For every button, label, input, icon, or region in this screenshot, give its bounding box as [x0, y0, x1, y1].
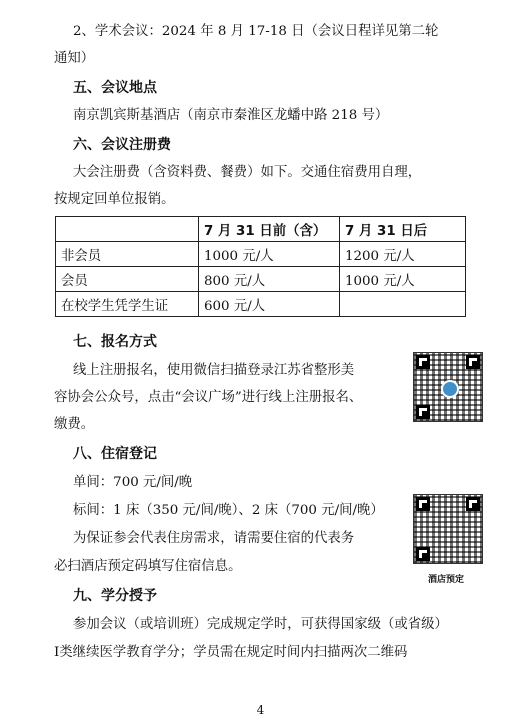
section-heading-registration: 七、报名方式	[73, 334, 157, 350]
table-cell: 1000 元/人	[199, 242, 340, 267]
venue-text: 南京凯宾斯基酒店（南京市秦淮区龙蟠中路 218 号）	[73, 108, 389, 123]
single-room-price: 单间：700 元/间/晚	[73, 475, 193, 490]
credits-text-line-2: Ⅰ类继续医学教育学分；学员需在规定时间内扫描两次二维码	[54, 645, 408, 660]
section-heading-accommodation: 八、住宿登记	[73, 446, 157, 462]
fee-text-line-2: 按规定回单位报销。	[54, 192, 175, 207]
meeting-date-line: 2、学术会议：2024 年 8 月 17-18 日（会议日程详见第二轮	[73, 24, 439, 39]
twin-room-price: 标间：1 床（350 元/间/晚）、2 床（700 元/间/晚）	[73, 503, 384, 518]
qr-logo-icon	[441, 380, 459, 398]
fee-text-line-1: 大会注册费（含资料费、餐费）如下。交通住宿费用自理，	[73, 165, 422, 180]
table-row	[56, 242, 466, 267]
section-heading-credits: 九、学分授予	[73, 588, 157, 604]
table-cell: 在校学生凭学生证	[56, 292, 199, 317]
fee-table-header-row	[56, 217, 466, 242]
table-cell	[340, 292, 466, 317]
table-cell: 会员	[56, 267, 199, 292]
table-row	[56, 292, 466, 317]
section-heading-venue: 五、会议地点	[73, 80, 157, 96]
wechat-qr-code[interactable]	[413, 352, 483, 422]
qr-finder-icon	[416, 355, 430, 369]
meeting-date-line-cont: 通知）	[54, 51, 95, 66]
accommodation-text-line-1: 为保证参会代表住房需求，请需要住宿的代表务	[73, 531, 355, 546]
page-number: 4	[256, 703, 265, 717]
hotel-qr-caption: 酒店预定	[428, 575, 465, 585]
fee-table-header-cell: 7 月 31 日前（含）	[199, 217, 340, 242]
qr-finder-icon	[416, 405, 430, 419]
registration-text-line-1: 线上注册报名，使用微信扫描登录江苏省整形美	[73, 363, 355, 378]
section-heading-fee: 六、会议注册费	[73, 137, 171, 153]
fee-table-header-cell	[56, 217, 199, 242]
table-row	[56, 267, 466, 292]
table-cell: 1000 元/人	[340, 267, 466, 292]
qr-finder-icon	[466, 355, 480, 369]
table-cell: 800 元/人	[199, 267, 340, 292]
qr-finder-icon	[466, 497, 480, 511]
accommodation-text-line-2: 必扫酒店预定码填写住宿信息。	[54, 559, 242, 574]
fee-table	[55, 216, 466, 317]
fee-table-header-cell: 7 月 31 日后	[340, 217, 466, 242]
credits-text-line-1: 参加会议（或培训班）完成规定学时，可获得国家级（或省级）	[73, 617, 448, 632]
hotel-booking-qr-code[interactable]	[413, 494, 483, 564]
table-cell: 非会员	[56, 242, 199, 267]
registration-text-line-3: 缴费。	[54, 417, 95, 432]
qr-finder-icon	[416, 497, 430, 511]
registration-text-line-2: 容协会公众号，点击“会议广场”进行线上注册报名、	[54, 390, 363, 405]
qr-finder-icon	[416, 547, 430, 561]
table-cell: 1200 元/人	[340, 242, 466, 267]
table-cell: 600 元/人	[199, 292, 340, 317]
